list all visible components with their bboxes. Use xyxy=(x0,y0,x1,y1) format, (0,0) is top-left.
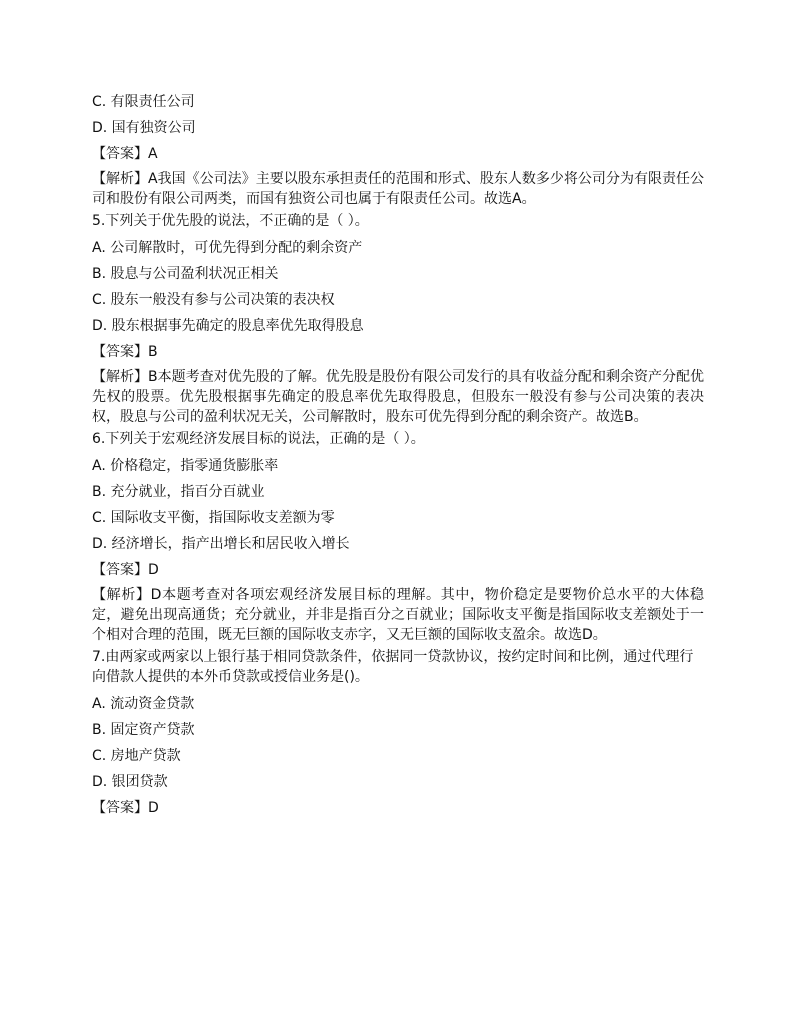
q5-option-c: C. 股东一般没有参与公司决策的表决权 xyxy=(92,292,335,308)
answer-tag: 【答案】 xyxy=(92,344,148,360)
q6-explanation xyxy=(92,585,704,645)
answer-value: D xyxy=(148,562,159,578)
answer-tag: 【答案】 xyxy=(92,146,148,162)
explanation-tag: 【解析】 xyxy=(92,171,149,187)
q6-answer-line xyxy=(92,559,704,585)
answer-tag: 【答案】 xyxy=(92,800,148,816)
document-page xyxy=(92,91,704,823)
answer-value: B xyxy=(148,344,158,360)
explanation-text: B本题考查对优先股的了解。优先股是股份有限公司发行的具有收益分配和剩余资产分配优先权的股票。优先股根据事先确定的股息率优先取得股息，但股东一般没有参与公司决策的表决权，股息与公司的盈利状况无关，公司解散时，股东可优先得到分配的剩余资产。故选B。 xyxy=(92,369,705,425)
question-5: 5.下列关于优先股的说法，不正确的是（ ）。 xyxy=(92,213,369,229)
explanation-tag: 【解析】 xyxy=(92,587,151,603)
q7-option-c: C. 房地产贷款 xyxy=(92,748,181,764)
answer-value: A xyxy=(148,146,158,162)
q6-option-d: D. 经济增长，指产出增长和居民收入增长 xyxy=(92,536,350,552)
question-6: 6.下列关于宏观经济发展目标的说法，正确的是（ ）。 xyxy=(92,431,425,447)
q5-option-b: B. 股息与公司盈利状况正相关 xyxy=(92,266,279,282)
q6-option-c: C. 国际收支平衡，指国际收支差额为零 xyxy=(92,510,335,526)
q5-option-a: A. 公司解散时，可优先得到分配的剩余资产 xyxy=(92,240,363,256)
explanation-text: A我国《公司法》主要以股东承担责任的范围和形式、股东人数多少将公司分为有限责任公司和股份有限公司两类，而国有独资公司也属于有限责任公司。故选A。 xyxy=(92,171,705,207)
explanation-text: D本题考查对各项宏观经济发展目标的理解。其中，物价稳定是要物价总水平的大体稳定，避免出现高通货；充分就业，并非是指百分之百就业；国际收支平衡是指国际收支差额处于一个相对合理的范围，既无巨额的国际收支赤字，又无巨额的国际收支盈余。故选D。 xyxy=(92,587,704,643)
q7-option-d: D. 银团贷款 xyxy=(92,774,168,790)
answer-tag: 【答案】 xyxy=(92,562,148,578)
explanation-tag: 【解析】 xyxy=(92,369,149,385)
q7-option-b: B. 固定资产贷款 xyxy=(92,722,195,738)
q5-explanation xyxy=(92,367,704,427)
answer-line xyxy=(92,143,704,169)
option-c: C. 有限责任公司 xyxy=(92,94,195,110)
q6-option-a: A. 价格稳定，指零通货膨胀率 xyxy=(92,458,279,474)
q7-option-a: A. 流动资金贷款 xyxy=(92,696,195,712)
question-7: 7.由两家或两家以上银行基于相同贷款条件，依据同一贷款协议，按约定时间和比例，通过代理行向借款人提供的本外币贷款或授信业务是()。 xyxy=(92,649,694,685)
q6-option-b: B. 充分就业，指百分百就业 xyxy=(92,484,265,500)
option-d: D. 国有独资公司 xyxy=(92,120,196,136)
q5-answer-line xyxy=(92,341,704,367)
q5-option-d: D. 股东根据事先确定的股息率优先取得股息 xyxy=(92,318,364,334)
answer-value: D xyxy=(148,800,159,816)
q7-answer-line xyxy=(92,797,704,823)
explanation xyxy=(92,169,704,209)
